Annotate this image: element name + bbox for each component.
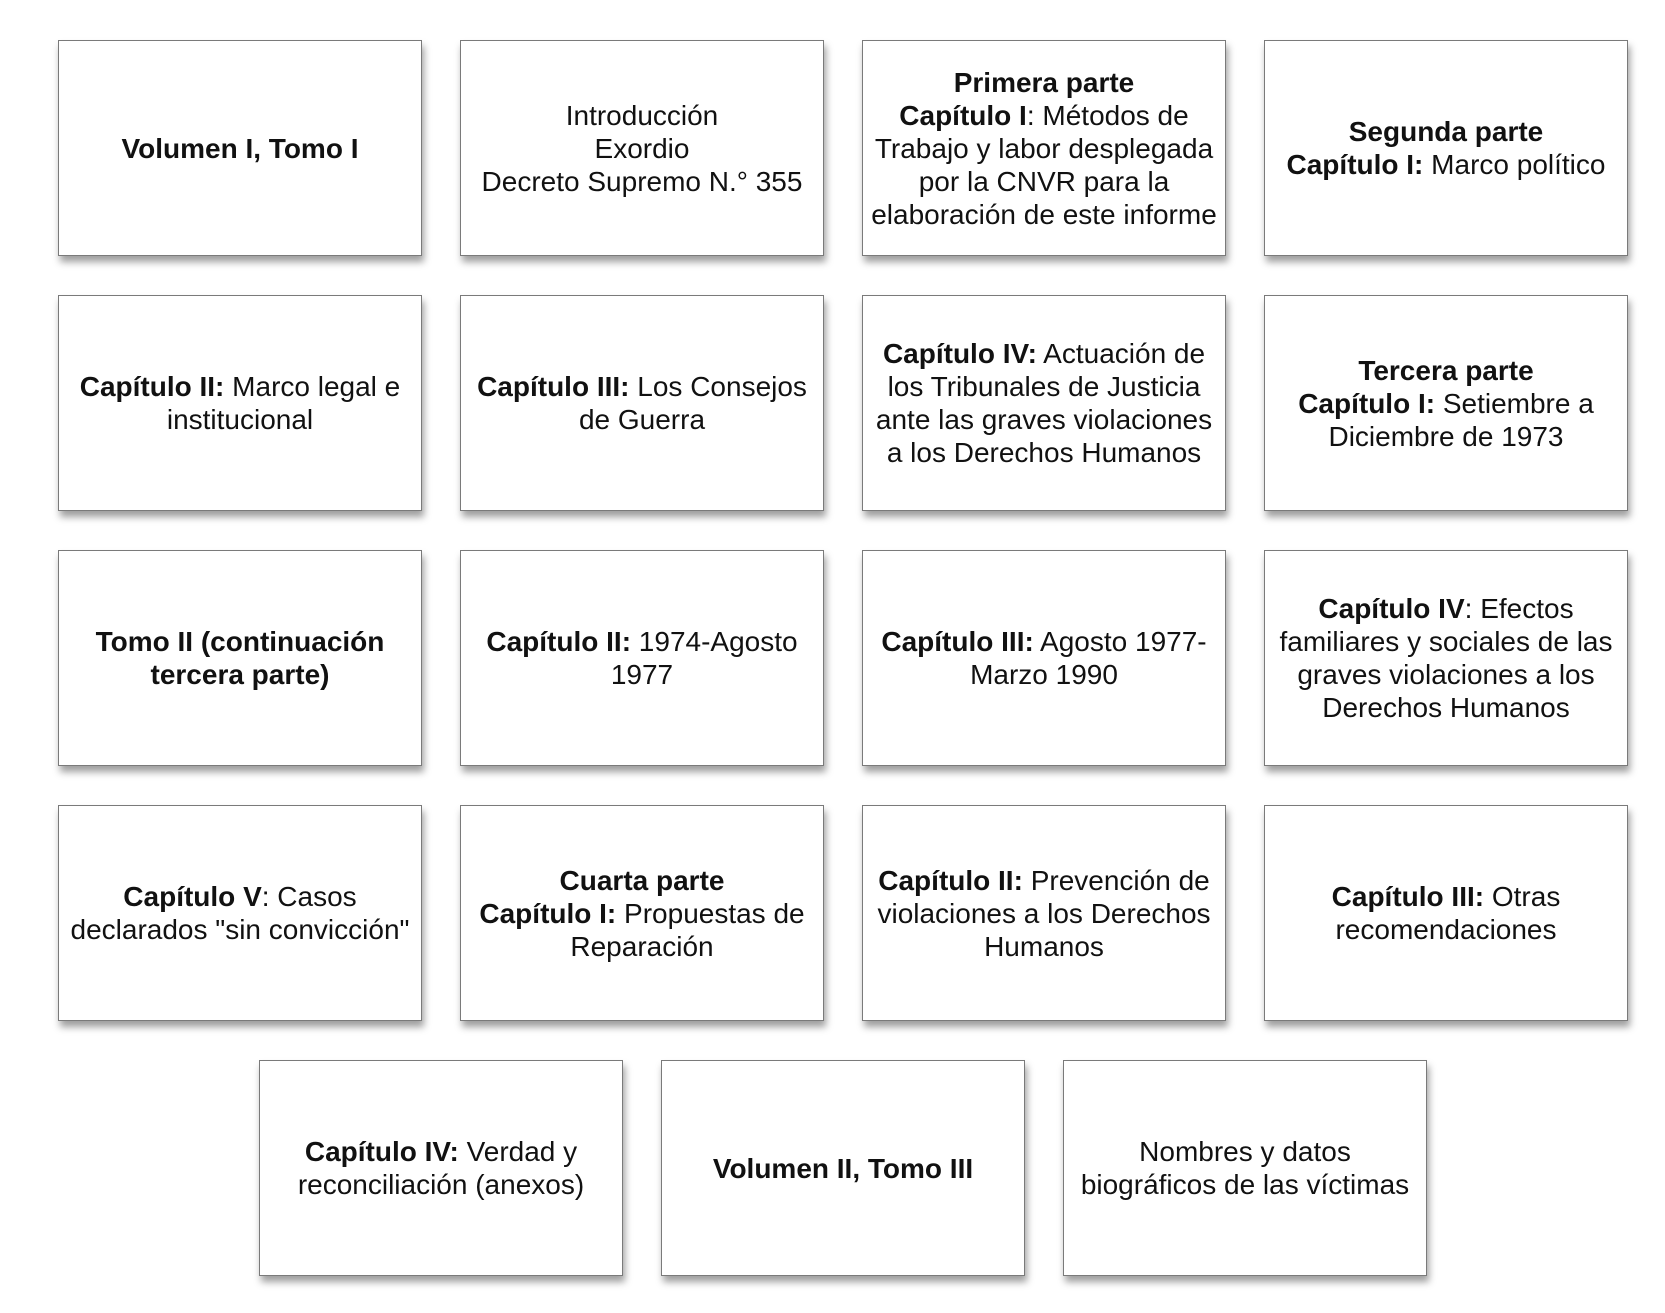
node-text xyxy=(871,66,1217,231)
node-heading-run: Capítulo II: xyxy=(79,371,225,402)
node-body-run: Marco político xyxy=(1423,149,1606,180)
node-heading-run: Capítulo III: xyxy=(881,626,1034,657)
node-text-line xyxy=(122,132,359,165)
node-primera-parte xyxy=(862,40,1226,256)
node-text-line xyxy=(67,625,413,691)
node-heading-run: Capítulo I: xyxy=(479,897,617,929)
node-heading-run: Tomo II (continuación tercera parte) xyxy=(95,626,385,690)
node-body-run: Exordio xyxy=(594,132,690,164)
node-nombres-victimas xyxy=(1063,1060,1427,1276)
node-body-run: Introducción xyxy=(565,99,719,131)
node-text xyxy=(67,370,413,436)
node-capitulo-ii-1974 xyxy=(460,550,824,766)
node-body-run: Los Consejos de Guerra xyxy=(578,371,807,435)
node-text xyxy=(67,880,413,946)
node-text-line xyxy=(1273,387,1619,453)
node-heading-run: Volumen I, Tomo I xyxy=(121,132,359,164)
node-heading-run: Capítulo II: xyxy=(878,864,1023,896)
node-text xyxy=(1072,1135,1418,1201)
node-capitulo-ii-prevencion xyxy=(862,805,1226,1021)
node-tomo-ii xyxy=(58,550,422,766)
node-text-line xyxy=(482,99,803,132)
node-heading-run: Primera parte xyxy=(953,66,1135,98)
node-text xyxy=(482,99,803,198)
node-text-line xyxy=(67,370,413,436)
node-heading-run: Capítulo I: xyxy=(1286,149,1424,180)
node-text-line xyxy=(268,1135,614,1201)
node-text-line xyxy=(469,370,815,436)
node-cuarta-parte xyxy=(460,805,824,1021)
node-text-line xyxy=(1287,148,1606,181)
node-text-line xyxy=(482,165,803,198)
node-body-run: Setiembre a Diciembre de 1973 xyxy=(1328,387,1594,452)
node-body-run: Otras recomendaciones xyxy=(1335,881,1561,945)
node-heading-run: Capítulo II: xyxy=(486,626,632,657)
node-text xyxy=(469,864,815,963)
node-heading-run: Capítulo III: xyxy=(1331,881,1485,912)
node-capitulo-iv-verdad xyxy=(259,1060,623,1276)
node-capitulo-iv-efectos xyxy=(1264,550,1628,766)
node-volumen-i-tomo-i xyxy=(58,40,422,256)
node-capitulo-iii-1977 xyxy=(862,550,1226,766)
node-text-line xyxy=(1072,1135,1418,1201)
node-heading-run: Capítulo IV xyxy=(1318,593,1465,624)
node-text xyxy=(67,625,413,691)
node-introduccion xyxy=(460,40,824,256)
node-heading-run: Tercera parte xyxy=(1358,354,1534,386)
node-body-run: Decreto Supremo N.° 355 xyxy=(481,165,803,197)
node-text xyxy=(871,337,1217,469)
node-text-line xyxy=(1273,354,1619,387)
node-body-run: 1974-Agosto 1977 xyxy=(610,626,798,690)
node-text xyxy=(713,1152,973,1185)
node-text xyxy=(469,625,815,691)
node-body-run: Verdad y reconciliación (anexos) xyxy=(297,1136,585,1200)
node-body-run: Marco legal e institucional xyxy=(166,371,401,435)
node-heading-run: Volumen II, Tomo III xyxy=(712,1152,974,1184)
node-text xyxy=(469,370,815,436)
node-text-line xyxy=(482,132,803,165)
node-text-line xyxy=(871,337,1217,469)
node-text xyxy=(122,132,359,165)
node-text-line xyxy=(871,625,1217,691)
node-text xyxy=(1273,354,1619,453)
node-heading-run: Capítulo III: xyxy=(477,371,630,402)
node-capitulo-iii-otras xyxy=(1264,805,1628,1021)
node-body-run: Agosto 1977-Marzo 1990 xyxy=(970,626,1207,690)
node-body-run: Propuestas de Reparación xyxy=(570,897,805,962)
node-heading-run: Capítulo I xyxy=(899,99,1027,131)
node-body-run: : Métodos de Trabajo y labor desplegada por la CNVR para la elaboración de este informe xyxy=(871,99,1217,230)
node-text-line xyxy=(1273,880,1619,946)
node-body-run: Actuación de los Tribunales de Justicia ante las graves violaciones a los Derechos Humanos xyxy=(875,338,1213,468)
node-text-line xyxy=(469,864,815,897)
node-tercera-parte xyxy=(1264,295,1628,511)
node-body-run: : Casos declarados "sin convicción" xyxy=(70,881,410,945)
node-text-line xyxy=(1273,592,1619,724)
node-text xyxy=(1273,880,1619,946)
node-text-line xyxy=(67,880,413,946)
node-body-run: Nombres y datos biográficos de las víctimas xyxy=(1080,1136,1410,1200)
node-body-run: : Efectos familiares y sociales de las graves violaciones a los Derechos Humanos xyxy=(1279,593,1613,723)
node-text xyxy=(871,864,1217,963)
node-heading-run: Capítulo V xyxy=(123,881,262,912)
node-heading-run: Segunda parte xyxy=(1348,116,1544,147)
node-segunda-parte xyxy=(1264,40,1628,256)
node-body-run: Prevención de violaciones a los Derechos Humanos xyxy=(877,864,1211,962)
node-text-line xyxy=(469,625,815,691)
node-capitulo-ii-marco-legal xyxy=(58,295,422,511)
node-text-line xyxy=(871,66,1217,99)
node-volumen-ii-tomo-iii xyxy=(661,1060,1025,1276)
node-text-line xyxy=(871,99,1217,231)
node-heading-run: Cuarta parte xyxy=(559,864,725,896)
node-capitulo-iv-tribunales xyxy=(862,295,1226,511)
node-text-line xyxy=(469,897,815,963)
node-text-line xyxy=(713,1152,973,1185)
node-capitulo-iii-consejos xyxy=(460,295,824,511)
node-heading-run: Capítulo IV: xyxy=(882,338,1037,369)
node-capitulo-v-casos xyxy=(58,805,422,1021)
node-heading-run: Capítulo I: xyxy=(1298,387,1436,419)
node-heading-run: Capítulo IV: xyxy=(304,1136,459,1167)
node-text xyxy=(268,1135,614,1201)
node-text-line xyxy=(1287,115,1606,148)
node-text xyxy=(871,625,1217,691)
node-text-line xyxy=(871,864,1217,963)
node-text xyxy=(1287,115,1606,181)
node-text xyxy=(1273,592,1619,724)
